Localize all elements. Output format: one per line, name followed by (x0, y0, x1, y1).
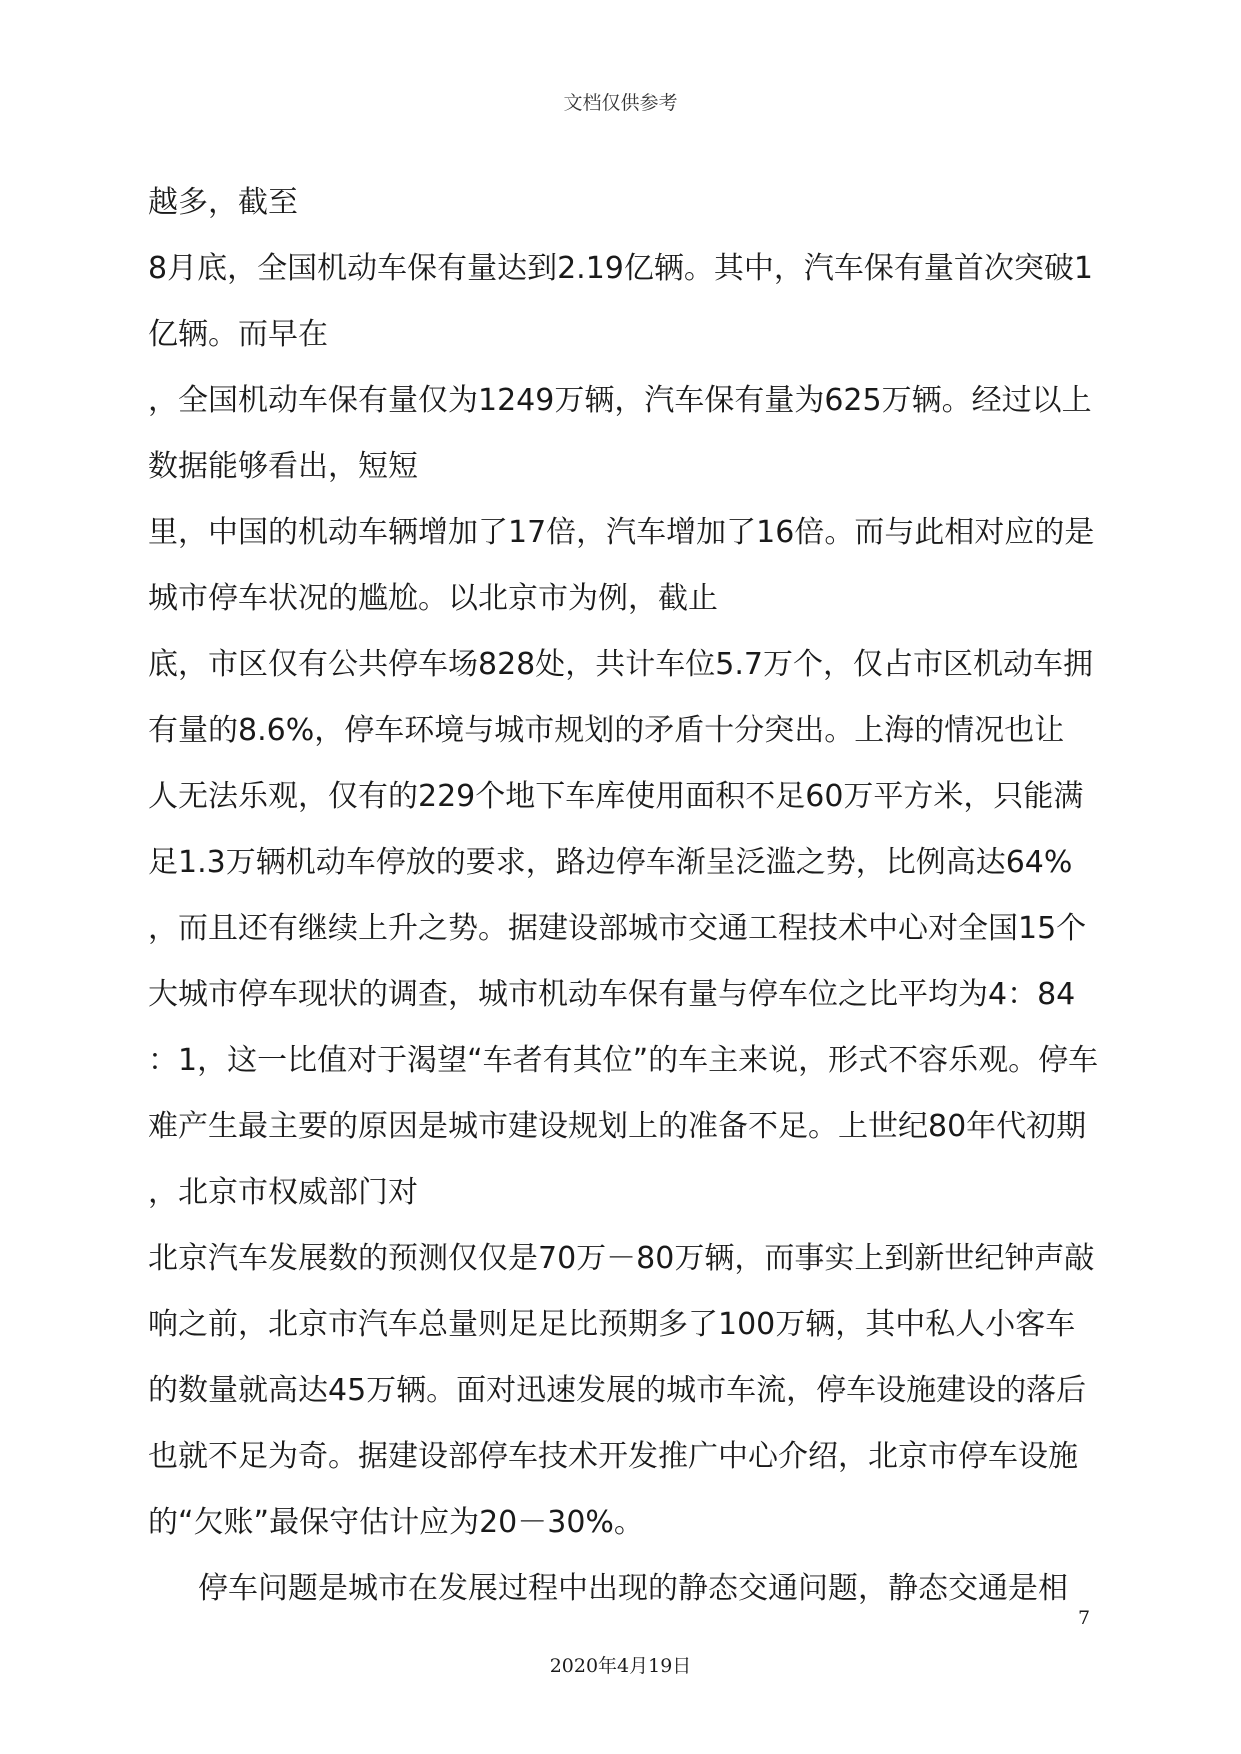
text-line: 底，市区仅有公共停车场828处，共计车位5.7万个，仅占市区机动车拥 (148, 647, 1093, 682)
document-body (148, 186, 1098, 1638)
text-line: 的“欠账”最保守估计应为20－30%。 (148, 1505, 644, 1540)
text-line: 城市停车状况的尴尬。以北京市为例，截止 (148, 581, 718, 616)
text-line: 也就不足为奇。据建设部停车技术开发推广中心介绍，北京市停车设施 (148, 1439, 1078, 1474)
text-line: 足1.3万辆机动车停放的要求，路边停车渐呈泛滥之势，比例高达64% (148, 845, 1073, 880)
text-line: ，而且还有继续上升之势。据建设部城市交通工程技术中心对全国15个 (148, 911, 1087, 946)
text-line: 的数量就高达45万辆。面对迅速发展的城市车流，停车设施建设的落后 (148, 1373, 1087, 1408)
page-number: 7 (1078, 1607, 1091, 1629)
text-line: 8月底，全国机动车保有量达到2.19亿辆。其中，汽车保有量首次突破1 (148, 251, 1093, 286)
text-line: ，全国机动车保有量仅为1249万辆，汽车保有量为625万辆。经过以上 (148, 383, 1092, 418)
text-line: 数据能够看出，短短 (148, 449, 418, 484)
text-line: 越多，截至 (148, 185, 298, 220)
page-footer-date: 2020年4月19日 (549, 1655, 692, 1677)
text-line: 响之前，北京市汽车总量则足足比预期多了100万辆，其中私人小客车 (148, 1307, 1076, 1342)
text-line: 人无法乐观，仅有的229个地下车库使用面积不足60万平方米，只能满 (148, 779, 1084, 814)
paragraph-start-line: 停车问题是城市在发展过程中出现的静态交通问题，静态交通是相 (198, 1571, 1068, 1606)
page-header: 文档仅供参考 (563, 92, 678, 114)
text-line: 亿辆。而早在 (148, 317, 328, 352)
text-line: 北京汽车发展数的预测仅仅是70万－80万辆，而事实上到新世纪钟声敲 (148, 1241, 1095, 1276)
text-line: 有量的8.6%，停车环境与城市规划的矛盾十分突出。上海的情况也让 (148, 713, 1065, 748)
text-line: 难产生最主要的原因是城市建设规划上的准备不足。上世纪80年代初期 (148, 1109, 1087, 1144)
text-line: 大城市停车现状的调查，城市机动车保有量与停车位之比平均为4：84 (148, 977, 1076, 1012)
text-line: 里，中国的机动车辆增加了17倍，汽车增加了16倍。而与此相对应的是 (148, 515, 1095, 550)
text-line: ：1，这一比值对于渴望“车者有其位”的车主来说，形式不容乐观。停车 (148, 1043, 1099, 1078)
text-line: ，北京市权威部门对 (148, 1175, 418, 1210)
